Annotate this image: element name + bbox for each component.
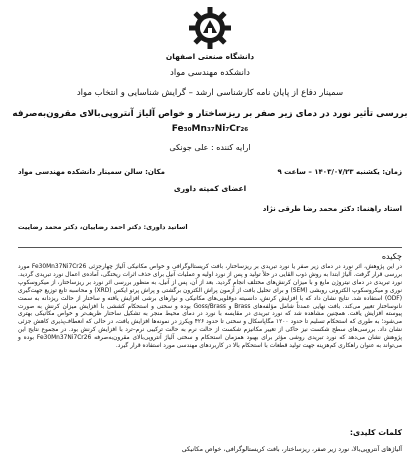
reviewers: اساتید داوری: دکتر احمد رضاییان، دکتر محمد رضاییت [18, 223, 188, 231]
faculty-name: دانشکده مهندسی مواد [170, 68, 250, 78]
alloy-formula: Fe₃₀Mn₃₇Ni₇Cr₂₆ [171, 124, 249, 134]
reviewers-row [18, 223, 402, 231]
supervisor-row [18, 205, 402, 213]
abstract-title: چکیده [381, 252, 402, 261]
datetime: زمان: یکشنبه ۱۴۰۳/۰۷/۲۳ – ساعت ۹ [277, 168, 402, 176]
supervisor: استاد راهنما: دکتر محمد رضا طرقی نژاد [262, 205, 402, 213]
keywords-title: کلمات کلیدی: [349, 428, 402, 437]
university-logo-icon [188, 6, 232, 50]
committee-title: اعضای کمیته داوری [173, 184, 247, 193]
divider [18, 247, 402, 248]
keywords-text: آلیاژهای آنتروپی‌بالا، نورد زیر صفر، ریزساختار، بافت کریستالوگرافی، خواص مکانیکی [181, 446, 402, 453]
university-name: دانشگاه صنعتی اصفهان [165, 52, 255, 61]
date-venue-row [18, 168, 402, 176]
venue: مکان: سالن سمینار دانشکده مهندسی مواد [18, 168, 165, 176]
presenter: ارایه کننده : علی جونکی [169, 143, 251, 152]
seminar-heading: سمینار دفاع از پایان نامه کارشناسی ارشد – گرایش شناسایی و انتخاب مواد [76, 88, 344, 98]
thesis-title: بررسی تأثیر نورد در دمای زیر صفر بر ریزساختار و خواص آلیاژ آنتروپی‌بالای مقرون‌به‌صرفه [12, 109, 408, 119]
abstract-body: در این پژوهش، اثر نورد در دمای زیر صفر یا نورد تبریدی بر ریزساختار، بافت کریستالوگرافی و خواص مکانیکی آلیاژ چهارجزئی Fe30Mn37Ni7Cr26 مورد بررسی قرار گرفت. آلیاژ ابتدا به روش ذوب القایی در خلأ تولید و پس از نورد اولیه و عملیات آنیل برای حذف اثرات ریختگی، آماده‌ی اعمال نورد تبریدی گردید. نورد تبریدی در دمای نیتروژن مایع و با میزان کرنش‌های مختلف انجام گردید. بعد از آن، پس از آنیل، به منظور بررسی اثر نورد بر ریزساختار، از میکروسکوپ نوری و میکروسکوپ الکترونی روبشی (SEM) و برای تحلیل بافت از آزمون پراش الکترون برگشتی و پراش پرتو ایکس (XRD) و محاسبه تابع توزیع جهت‌گیری (ODF) استفاده شد. نتایج نشان داد که با افزایش کرنش، دانسیته دوقلویی‌های مکانیکی و نوارهای برشی افزایش یافته و ساختار از حالت ریزدانه به سمت نانوساختار تغییر می‌کند. بافت نهایی عمدتاً شامل مؤلفه‌های Brass و Goss/Brass بوده و سختی و استحکام کششی با افزایش میزان کرنش به صورت پیوسته افزایش یافت. همچنین مشاهده شد که نورد تبریدی در مقایسه با نورد در دمای محیط منجر به تشکیل ساختار ظریف‌تر و خواص مکانیکی بهتری می‌شود؛ به طوری که استحکام تسلیم تا حدود ۱۲۰۰ مگاپاسکال و سختی تا حدود ۴۲۶ ویکرز در نمونه‌ها افزایش یافت، در حالی که انعطاف‌پذیری کاهش جزئی نشان داد. بررسی‌های سطح شکست نیز حاکی از تغییر مکانیزم شکست از حالت نرم به حالت ترکیبی نرم–ترد با افزایش کرنش بود. در مجموع نتایج این پژوهش نشان می‌دهد که نورد تبریدی روشی مؤثر برای بهبود همزمان استحکام و سختی آلیاژ آنتروپی‌بالای مقرون‌به‌صرفه Fe30Mn37Ni7Cr26 بوده و می‌تواند به عنوان راهکاری کم‌هزینه جهت تولید قطعات با استحکام بالا در کاربردهای مهندسی مورد استفاده قرار گیرد. [18, 264, 403, 350]
